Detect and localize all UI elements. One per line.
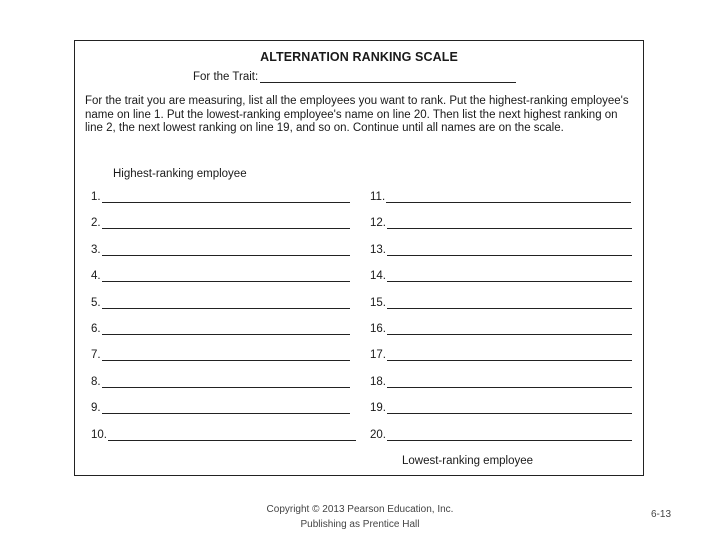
rank-row	[91, 297, 350, 309]
rank-number: 2.	[91, 217, 101, 230]
rank-number: 9.	[91, 402, 101, 415]
ranking-form	[74, 40, 644, 476]
rank-name-line[interactable]	[387, 246, 632, 256]
rank-name-line[interactable]	[387, 431, 632, 441]
rank-name-line[interactable]	[387, 272, 632, 282]
rank-row	[91, 349, 350, 361]
rank-name-line[interactable]	[102, 351, 350, 361]
rank-number: 16.	[370, 323, 386, 335]
rank-name-line[interactable]	[387, 351, 632, 361]
rank-row	[91, 270, 350, 282]
rank-number: 6.	[91, 323, 101, 335]
rank-row	[370, 244, 632, 256]
rank-number: 13.	[370, 243, 386, 256]
rank-name-line[interactable]	[102, 299, 350, 309]
rank-number: 15.	[370, 296, 386, 309]
rank-number: 8.	[91, 375, 101, 388]
rank-row	[370, 376, 632, 388]
rank-row	[370, 429, 632, 441]
rank-name-line[interactable]	[102, 272, 350, 282]
copyright-line-1: Copyright © 2013 Pearson Education, Inc.	[266, 504, 454, 515]
copyright-line-2: Publishing as Prentice Hall	[300, 519, 420, 530]
rank-row	[91, 323, 350, 335]
rank-row	[370, 349, 632, 361]
rank-row	[370, 270, 632, 282]
lowest-ranking-label: Lowest-ranking employee	[402, 455, 534, 467]
rank-number: 14.	[370, 270, 386, 283]
rank-name-line[interactable]	[102, 404, 350, 414]
copyright-notice	[210, 502, 510, 532]
rank-name-line[interactable]	[102, 378, 350, 388]
trait-field	[193, 71, 516, 83]
rank-name-line[interactable]	[387, 325, 632, 335]
rank-name-line[interactable]	[386, 193, 631, 203]
page-number: 6-13	[651, 509, 672, 520]
rank-row	[370, 323, 632, 335]
rank-number: 12.	[370, 217, 386, 230]
rank-number: 20.	[370, 428, 386, 441]
rank-name-line[interactable]	[387, 299, 632, 309]
rank-name-line[interactable]	[387, 219, 632, 229]
rank-row	[370, 217, 632, 229]
rank-row	[91, 244, 350, 256]
rank-row	[91, 217, 350, 229]
rank-row	[91, 376, 350, 388]
rank-row	[370, 191, 631, 203]
rank-number: 17.	[370, 349, 386, 362]
rank-number: 10.	[91, 428, 107, 441]
rank-name-line[interactable]	[387, 378, 632, 388]
rank-name-line[interactable]	[387, 404, 632, 414]
instructions-text: For the trait you are measuring, list all the employees you want to rank. Put the highest-ranking employee's name on line 1. Put the lowest-ranking employee's name on line 20. Then list the next highest ranking on line 2, the next lowest ranking on line 19, and so on. Continue until all names are on the scale.	[85, 95, 629, 134]
rank-number: 4.	[91, 270, 101, 283]
rank-name-line[interactable]	[102, 219, 350, 229]
trait-input-line[interactable]	[260, 72, 516, 83]
rank-number: 19.	[370, 402, 386, 415]
rank-number: 18.	[370, 375, 386, 388]
trait-label: For the Trait:	[193, 71, 259, 83]
rank-row	[370, 297, 632, 309]
rank-number: 5.	[91, 296, 101, 309]
rank-name-line[interactable]	[102, 246, 350, 256]
rank-name-line[interactable]	[102, 193, 350, 203]
rank-row	[91, 429, 356, 441]
highest-ranking-label: Highest-ranking employee	[113, 168, 247, 180]
rank-number: 7.	[91, 349, 101, 362]
rank-row	[91, 191, 350, 203]
rank-number: 11.	[370, 191, 386, 203]
form-title: ALTERNATION RANKING SCALE	[260, 50, 458, 64]
rank-number: 1.	[91, 191, 101, 203]
rank-name-line[interactable]	[102, 325, 350, 335]
rank-row	[370, 402, 632, 414]
rank-name-line[interactable]	[108, 431, 356, 441]
rank-number: 3.	[91, 243, 101, 256]
rank-row	[91, 402, 350, 414]
